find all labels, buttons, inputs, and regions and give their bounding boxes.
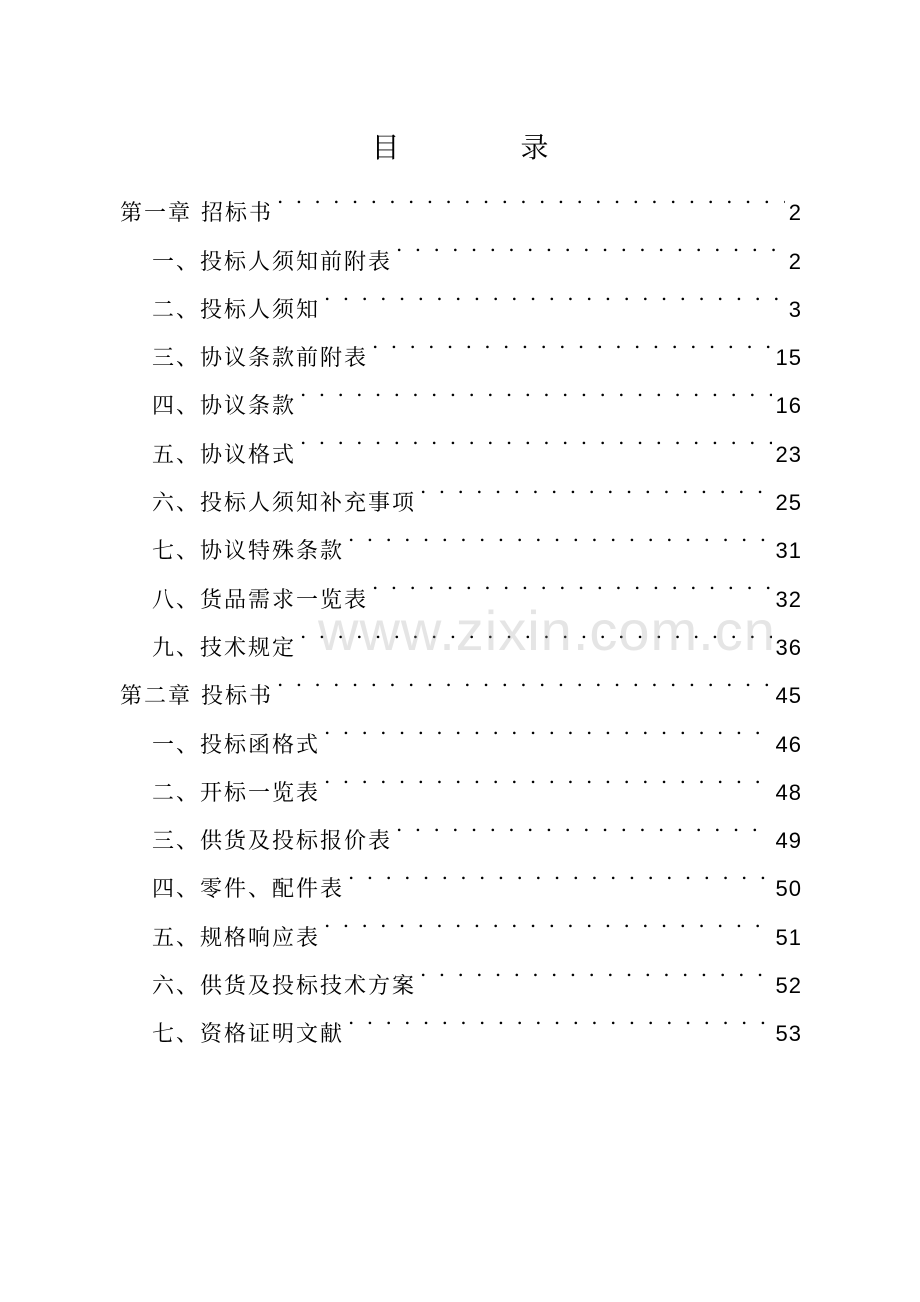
toc-entry-page: 3: [788, 296, 802, 322]
toc-entry-label: 八、货品需求一览表: [152, 587, 369, 613]
toc-entry-page: 45: [775, 683, 802, 709]
toc-entry-page: 2: [788, 200, 802, 226]
toc-dot-leader: [420, 462, 772, 510]
toc-entry-page: 31: [775, 538, 802, 564]
toc-entry-label: 六、供货及投标技术方案: [152, 974, 417, 1000]
toc-dot-leader: [300, 365, 772, 413]
toc-dot-leader: [324, 703, 772, 751]
toc-entry-page: 15: [775, 345, 802, 371]
toc-entry-label: 三、供货及投标报价表: [152, 829, 393, 855]
toc-dot-leader: [324, 752, 772, 800]
toc-dot-leader: [420, 945, 772, 993]
toc-entry-label: 二、投标人须知: [152, 297, 321, 323]
toc-dot-leader: [300, 607, 772, 655]
toc-entry-page: 16: [775, 393, 802, 419]
toc-entry-page: 48: [775, 779, 802, 805]
toc-entry-label: 二、开标一览表: [152, 780, 321, 806]
toc-dot-leader: [348, 510, 772, 558]
toc-entry-page: 25: [775, 490, 802, 516]
toc-entry-label: 七、资格证明文献: [152, 1022, 345, 1048]
toc-entry-label: 三、协议条款前附表: [152, 346, 369, 372]
toc-dot-leader: [300, 413, 772, 461]
toc-entry[interactable]: [120, 172, 802, 227]
toc-entry-label: 一、投标人须知前附表: [152, 249, 393, 275]
toc-entry-label: 第二章 投标书: [120, 684, 273, 710]
toc-entry-label: 七、协议特殊条款: [152, 539, 345, 565]
toc-dot-leader: [372, 317, 772, 365]
toc-dot-leader: [348, 848, 772, 896]
toc-dot-leader: [277, 655, 772, 703]
toc-entry-page: 51: [775, 924, 802, 950]
toc-entry-page: 46: [775, 731, 802, 757]
toc-title: 目 录: [371, 131, 605, 164]
watermark: www.zixin.com.cn: [318, 599, 776, 662]
toc-entry-page: 2: [788, 248, 802, 274]
toc-entry-label: 第一章 招标书: [120, 201, 273, 227]
toc-entry-page: 49: [775, 828, 802, 854]
toc-entry-page: 23: [775, 441, 802, 467]
toc-dot-leader: [324, 896, 772, 944]
toc-entry-label: 六、投标人须知补充事项: [152, 491, 417, 517]
toc-entry-label: 四、协议条款: [152, 394, 297, 420]
toc-dot-leader: [348, 993, 772, 1041]
toc-entry-page: 50: [775, 876, 802, 902]
toc-entry-label: 一、投标函格式: [152, 732, 321, 758]
toc-list: [120, 172, 802, 1048]
toc-dot-leader: [277, 172, 785, 220]
toc-entry-page: 53: [775, 1021, 802, 1047]
toc-entry-label: 四、零件、配件表: [152, 877, 345, 903]
toc-dot-leader: [396, 220, 785, 268]
toc-entry-label: 五、协议格式: [152, 442, 297, 468]
toc-entry-page: 32: [775, 586, 802, 612]
toc-dot-leader: [324, 269, 785, 317]
toc-entry-page: 52: [775, 973, 802, 999]
toc-dot-leader: [396, 800, 772, 848]
toc-entry-page: 36: [775, 634, 802, 660]
toc-entry-label: 九、技术规定: [152, 635, 297, 661]
toc-dot-leader: [372, 558, 772, 606]
toc-entry-label: 五、规格响应表: [152, 925, 321, 951]
